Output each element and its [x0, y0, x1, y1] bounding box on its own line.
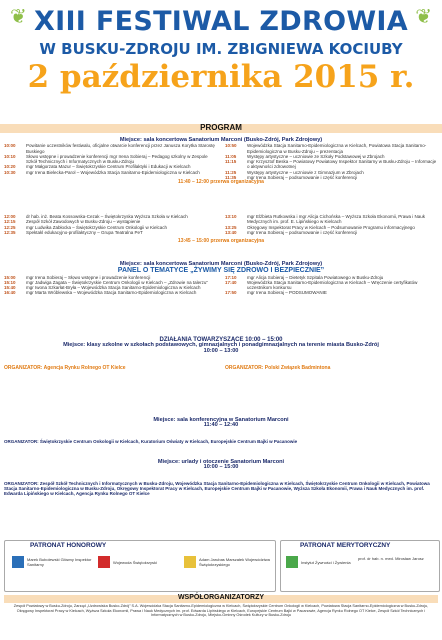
list-item: 17:10 mgr Alicja Sobieraj – Dietetyk Szpitala Powiatowego w Busku-Zdroju: [225, 274, 384, 280]
region-emblem-icon: [184, 556, 196, 568]
conference-time: 11:40 – 12:40: [203, 422, 239, 429]
festival-date: 2 października 2015 r.: [27, 59, 415, 95]
list-item: 16:40 mgr Marta Wróblewska – Wojewódzka Stacja Sanitarno-Epidemiologiczna w Kielcach: [4, 290, 197, 296]
panel-section: [4, 262, 438, 296]
coorganizers-title: WSPÓŁORGANIZATORZY: [177, 594, 265, 601]
list-item: 17:40 Wojewódzka Stacja Sanitarno-Epidemiologiczna w Kielcach – Wręczenie certyfikatów uczestnikom konkursu: [225, 279, 418, 291]
patron-logo: prof. dr hab. n. med. Mirosław Jarosz: [358, 556, 424, 561]
list-item: 13:10 mgr Elżbieta Rutkowska i mgr Alicja Cichońska – Wyższa Szkoła Ekonomii, Prawa i Nauk Medycznych im. prof. E. Lipińskiego w Kielcach: [225, 214, 426, 225]
session-2: [4, 214, 438, 244]
list-item: 10:20 mgr Małgorzata Mazur – Świętokrzyskie Centrum Profilaktyki i Edukacji w Kielcach: [4, 164, 191, 170]
eagle-emblem-icon: [98, 556, 110, 568]
break-2: 13:45 – 15:00 przerwa organizacyjna: [177, 238, 265, 245]
list-item: 10:50 Wojewódzka Stacja Sanitarno-Epidemiologiczna w Kielcach, Powiatowa Stacja Sanitarno-Epidemiologiczna w Busku-Zdroju – prezentacja: [225, 143, 427, 154]
side-activities-venue: Miejsce: klasy szkolne w szkołach podstawowych, gimnazjalnych i ponadgimnazjalnych na terenie miasta Busko-Zdrój: [63, 342, 379, 349]
side-activities: [4, 338, 438, 371]
conference-venue: Miejsce: sala konferencyjna w Sanatorium Marconi: [153, 417, 289, 423]
side-activities-time: 10:00 – 13:00: [203, 347, 239, 354]
list-item: 15:40 mgr Iwona Szkarłat-Bryła – Wojewódzka Stacja Sanitarno-Epidemiologiczna w Kielcach: [4, 285, 201, 291]
izz-logo-icon: [286, 556, 298, 568]
side-activities-title: DZIAŁANIA TOWARZYSZĄCE 10:00 – 15:00: [159, 337, 283, 343]
coorganizers-list: Zespół Powiatowy w Busku-Zdroju, Zarząd „Uzdrowiska Busko-Zdrój” S.A. Wojewódzka Stacja Sanitarno-Epidemiologiczna w Kielcach, Świętokrzyskie Centrum Onkologii w Kielcach, Powiatowa Stacja Sanitarno-Epidemiologiczna w Busku-Zdroju, Okręgowy Inspektorat Pracy w Kielcach, Wyższa Szkoła Ekonomii, Prawa i Nauk Medycznych im. prof. Edwarda Lipińskiego w Kielcach, Europejskie Centrum Bajki w Pacanowie, Agencja Rynku Rolnego OT Kielce, Zespół Szkół Technicznych i Informatycznych w Busku-Zdroju, Miejsko-Gminny Ośrodek Kultury w Busku-Zdroju: [13, 604, 429, 618]
patron-logo: Marek Bubolewski Główny Inspektor Sanitarny: [12, 556, 92, 568]
list-item: 12:00 dr hab. inż. Beata Kossowska-Cezak – Świętokrzyska Wyższa Szkoła w Kielcach: [4, 214, 188, 219]
list-item: 12:15 Zespół Szkół Zawodowych w Busku-Zdroju – wystąpienie: [4, 219, 141, 225]
list-item: 10:00 Powitanie uczestników festiwalu, oficjalne otwarcie konferencji przez Janusza Korytka Starostę Buskiego: [4, 143, 215, 154]
panel-venue: Miejsce: sala koncertowa Sanatorium Marconi (Busko-Zdrój, Park Zdrojowy): [119, 261, 323, 267]
list-item: 11:35 mgr Irena Sobieraj – podsumowanie i część konferencji: [225, 175, 358, 181]
conference-organizer: ORGANIZATOR: Świętokrzyskie Centrum Onkologii w Kielcach, Kuratorium Oświaty w Kielcach, Europejskie Centrum Bajki w Pacanowie: [4, 438, 298, 444]
organizer-1: ORGANIZATOR: Agencja Rynku Rolnego OT Kielce: [4, 364, 126, 371]
panel-title: PANEL O TEMATYCE „ŻYWIMY SIĘ ZDROWO I BEZPIECZNIE”: [117, 267, 325, 275]
header: [0, 0, 442, 112]
patron-logo: Adam Jarubas Marszałek Województwa Świętokrzyskiego: [184, 556, 270, 568]
patron-logo: Instytut Żywności i Żywienia: [286, 556, 354, 568]
list-item: 15:10 mgr Jadwiga Zagata – Świętokrzyskie Centrum Onkologii w Kielcach – „Zdrowie na talerzu”: [4, 279, 208, 285]
list-item: 11:15 mgr Krzysztof Beska – Powiatowy Powiatowy Inspektor Sanitarny w Busku-Zdroju – Informacje o aktywności zdrowotnej: [225, 159, 437, 170]
list-item: 10:30 mgr Irena Bielecka-Parol – Wojewódzka Stacja Sanitarno-Epidemiologiczna w Kielcach: [4, 169, 200, 175]
list-item: 13:40 mgr Irena Sobieraj – podsumowanie i część konferencji: [225, 229, 358, 235]
organizer-2: ORGANIZATOR: Polski Związek Badmintona: [225, 364, 331, 371]
tents-organizer: ORGANIZATOR: Zespół Szkół Technicznych i Informatycznych w Busku-Zdroju, Wojewódzka Stacja Sanitarno-Epidemiologiczna w Kielcach, Świętokrzyskie Centrum Onkologii w Kielcach, Powiatowa Stacja Sanitarno-Epidemiologiczna w Busku-Zdroju, Okręgowy Inspektorat Pracy w Kielcach, Europejskie Centrum Bajki w Pacanowie, Wyższa Szkoła Ekonomii, Prawa i Nauk Medycznych im. prof. Edwarda Lipińskiego w Kielcach, Agencja Rynku Rolnego OT Kielce: [4, 480, 430, 497]
tents-venue: Miejsce: urlady i otoczenie Sanatorium Marconi: [157, 459, 285, 465]
substantive-patron-title: PATRONAT MERYTORYCZNY: [300, 542, 391, 549]
festival-subtitle: W BUSKU-ZDROJU IM. ZBIGNIEWA KOCIUBY: [39, 40, 403, 58]
patron-logo: Wojewoda Świętokrzyski: [98, 556, 178, 568]
honorary-patron-title: PATRONAT HONOROWY: [30, 542, 107, 549]
list-item: 11:25 Występy artystyczne – uczniowie z Gimnazjum w Zbrojach: [225, 169, 364, 175]
laurel-left-icon: ❦: [10, 6, 27, 28]
list-item: 17:50 mgr Irena Sobieraj – PODSUMOWANIE: [225, 290, 327, 296]
list-item: 15:00 mgr Irena Sobieraj – Słowo wstępne i prowadzenie konferencji: [4, 274, 151, 280]
program-label: PROGRAM: [200, 123, 242, 132]
list-item: 11:05 Występy artystyczne – uczniowie ze Szkoły Podstawowej w Zbrojach: [225, 153, 385, 159]
break-1: 11:40 – 12:00 przerwa organizacyjna: [178, 179, 264, 186]
session-1-venue: Miejsce: sala koncertowa Sanatorium Marconi (Busko-Zdrój, Park Zdrojowy): [119, 137, 323, 143]
list-item: 12:35 Spektakl edukacyjno-profilaktyczny – Grupa Teatralna PeT: [4, 229, 143, 235]
list-item: 10:10 Słowo wstępne i prowadzenie konferencji mgr Irena Sobieraj – Pedagog szkolny w Zespole Szkół Technicznych i Informatycznych w Busku-Zdroju: [4, 153, 208, 165]
gis-logo-icon: [12, 556, 24, 568]
tents-time: 10:00 – 15:00: [203, 464, 239, 471]
session-1: [4, 138, 438, 186]
laurel-right-icon: ❦: [415, 6, 432, 28]
tents-section: [4, 460, 438, 496]
festival-title: XIII FESTIWAL ZDROWIA: [34, 6, 408, 37]
list-item: 12:25 mgr Ludwika Zabłocka – Świętokrzyskie Centrum Onkologii w Kielcach: [4, 224, 168, 230]
list-item: 13:25 Okręgowy Inspektorat Pracy w Kielcach – Podsumowanie Programu informacyjnego: [225, 224, 415, 230]
conference-section: [4, 418, 438, 444]
